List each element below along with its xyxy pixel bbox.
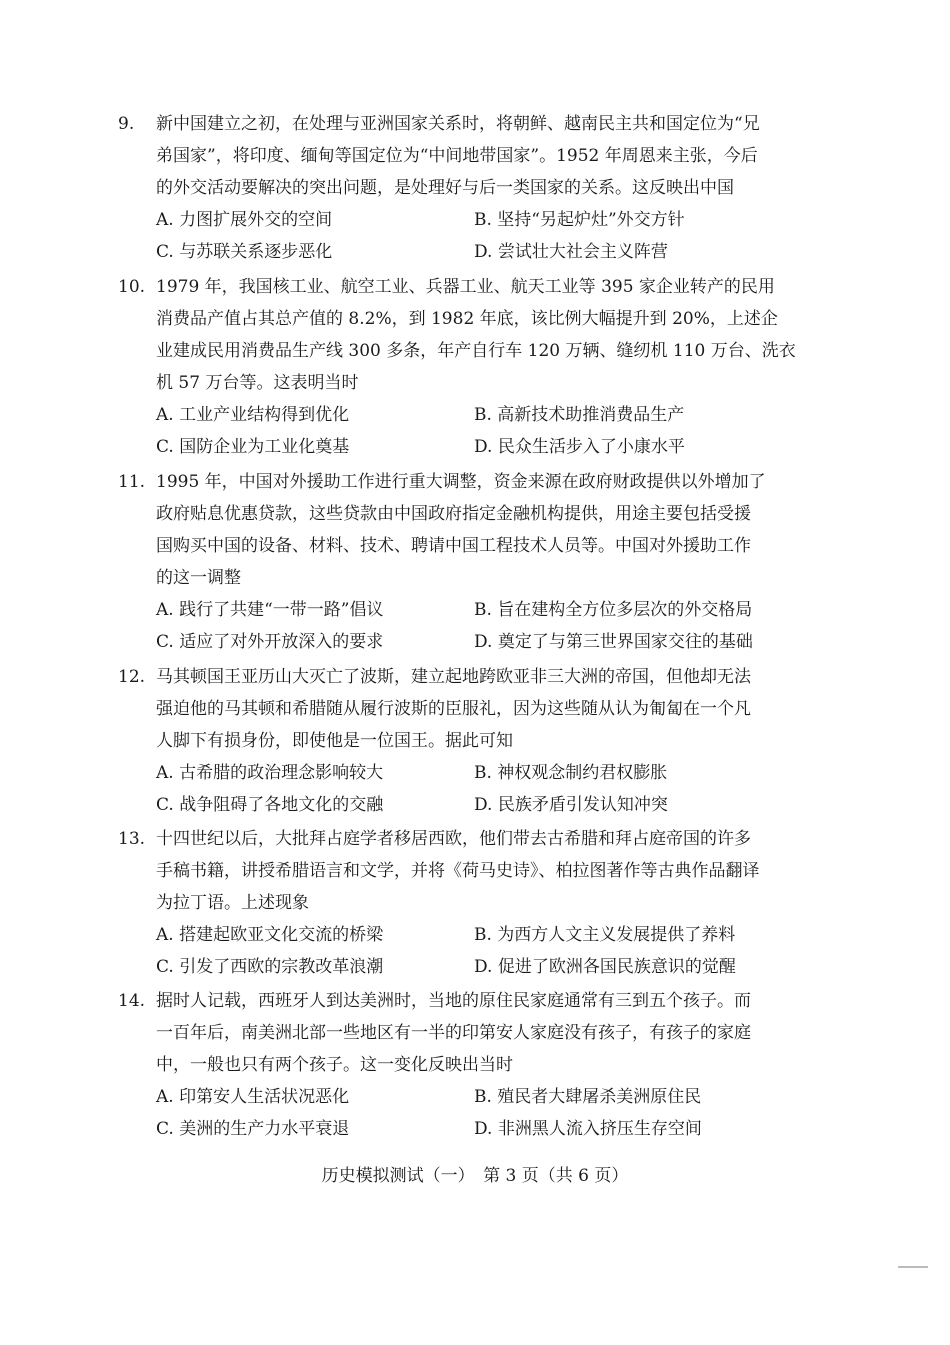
question-line — [118, 725, 818, 757]
options-row — [118, 626, 818, 658]
question-text: 为拉丁语。上述现象 — [156, 893, 309, 913]
option-b: B. 殖民者大肆屠杀美洲原住民 — [474, 1087, 702, 1107]
question-text: 1995 年，中国对外援助工作进行重大调整，资金来源在政府财政提供以外增加了 — [156, 472, 766, 492]
question-line — [118, 562, 818, 594]
options-row — [118, 1081, 818, 1113]
question-number: 10. — [118, 277, 146, 297]
option-c: C. 国防企业为工业化奠基 — [156, 437, 350, 457]
question-text: 一百年后，南美洲北部一些地区有一半的印第安人家庭没有孩子，有孩子的家庭 — [156, 1023, 751, 1043]
question-line — [118, 335, 818, 367]
options-row — [118, 757, 818, 789]
question-number: 14. — [118, 991, 146, 1011]
question-10 — [118, 271, 818, 463]
option-a: A. 工业产业结构得到优化 — [156, 405, 350, 425]
question-9 — [118, 108, 818, 268]
option-c: C. 美洲的生产力水平衰退 — [156, 1119, 350, 1139]
question-number: 9. — [118, 114, 135, 134]
option-a: A. 力图扩展外交的空间 — [156, 210, 333, 230]
question-text: 的这一调整 — [156, 568, 241, 588]
option-b: B. 旨在建构全方位多层次的外交格局 — [474, 600, 753, 620]
option-d: D. 促进了欧洲各国民族意识的觉醒 — [474, 957, 736, 977]
question-11 — [118, 466, 818, 658]
question-text: 强迫他的马其顿和希腊随从履行波斯的臣服礼，因为这些随从认为匍匐在一个凡 — [156, 699, 751, 719]
option-b: B. 坚持“另起炉灶”外交方针 — [474, 210, 685, 230]
question-text: 机 57 万台等。这表明当时 — [156, 373, 359, 393]
question-text: 1979 年，我国核工业、航空工业、兵器工业、航天工业等 395 家企业转产的民用 — [156, 277, 775, 297]
option-c: C. 引发了西欧的宗教改革浪潮 — [156, 957, 384, 977]
option-b: B. 为西方人文主义发展提供了养料 — [474, 925, 736, 945]
question-line — [118, 303, 818, 335]
options-row — [118, 789, 818, 821]
question-text: 新中国建立之初，在处理与亚洲国家关系时，将朝鲜、越南民主共和国定位为“兄 — [156, 114, 760, 134]
question-text: 消费品产值占其总产值的 8.2%，到 1982 年底，该比例大幅提升到 20%，上述企 — [156, 309, 778, 329]
question-line — [118, 1049, 818, 1081]
option-a: A. 搭建起欧亚文化交流的桥梁 — [156, 925, 384, 945]
options-row — [118, 399, 818, 431]
question-line — [118, 693, 818, 725]
option-c: C. 适应了对外开放深入的要求 — [156, 632, 384, 652]
question-line — [118, 661, 818, 693]
scan-mark — [898, 1266, 928, 1268]
question-text: 的外交活动要解决的突出问题，是处理好与后一类国家的关系。这反映出中国 — [156, 178, 734, 198]
question-line — [118, 466, 818, 498]
question-line — [118, 271, 818, 303]
question-line — [118, 823, 818, 855]
options-row — [118, 431, 818, 463]
option-b: B. 神权观念制约君权膨胀 — [474, 763, 668, 783]
question-text: 中，一般也只有两个孩子。这一变化反映出当时 — [156, 1055, 513, 1075]
question-line — [118, 498, 818, 530]
question-line — [118, 887, 818, 919]
options-row — [118, 1113, 818, 1145]
question-text: 马其顿国王亚历山大灭亡了波斯，建立起地跨欧亚非三大洲的帝国，但他却无法 — [156, 667, 751, 687]
question-line — [118, 855, 818, 887]
option-b: B. 高新技术助推消费品生产 — [474, 405, 685, 425]
question-number: 12. — [118, 667, 146, 687]
question-13 — [118, 823, 818, 983]
option-a: A. 践行了共建“一带一路”倡议 — [156, 600, 384, 620]
option-d: D. 民众生活步入了小康水平 — [474, 437, 685, 457]
question-text: 弟国家”，将印度、缅甸等国定位为“中间地带国家”。1952 年周恩来主张，今后 — [156, 146, 758, 166]
options-row — [118, 919, 818, 951]
option-a: A. 古希腊的政治理念影响较大 — [156, 763, 384, 783]
option-d: D. 尝试壮大社会主义阵营 — [474, 242, 668, 262]
question-text: 十四世纪以后，大批拜占庭学者移居西欧，他们带去古希腊和拜占庭帝国的许多 — [156, 829, 751, 849]
question-text: 据时人记载，西班牙人到达美洲时，当地的原住民家庭通常有三到五个孩子。而 — [156, 991, 751, 1011]
options-row — [118, 594, 818, 626]
question-number: 11. — [118, 472, 146, 492]
option-d: D. 民族矛盾引发认知冲突 — [474, 795, 668, 815]
question-line — [118, 172, 818, 204]
question-text: 国购买中国的设备、材料、技术、聘请中国工程技术人员等。中国对外援助工作 — [156, 536, 751, 556]
question-number: 13. — [118, 829, 146, 849]
question-line — [118, 1017, 818, 1049]
question-line — [118, 530, 818, 562]
question-line — [118, 985, 818, 1017]
question-text: 业建成民用消费品生产线 300 多条，年产自行车 120 万辆、缝纫机 110 万台、洗衣 — [156, 341, 796, 361]
question-text: 政府贴息优惠贷款，这些贷款由中国政府指定金融机构提供，用途主要包括受援 — [156, 504, 751, 524]
question-line — [118, 367, 818, 399]
option-d: D. 非洲黑人流入挤压生存空间 — [474, 1119, 702, 1139]
option-a: A. 印第安人生活状况恶化 — [156, 1087, 350, 1107]
question-line — [118, 108, 818, 140]
question-line — [118, 140, 818, 172]
option-d: D. 奠定了与第三世界国家交往的基础 — [474, 632, 753, 652]
options-row — [118, 236, 818, 268]
options-row — [118, 951, 818, 983]
option-c: C. 与苏联关系逐步恶化 — [156, 242, 333, 262]
option-c: C. 战争阻碍了各地文化的交融 — [156, 795, 384, 815]
options-row — [118, 204, 818, 236]
question-text: 人脚下有损身份，即使他是一位国王。据此可知 — [156, 731, 513, 751]
question-12 — [118, 661, 818, 821]
question-text: 手稿书籍，讲授希腊语言和文学，并将《荷马史诗》、柏拉图著作等古典作品翻译 — [156, 861, 760, 881]
question-14 — [118, 985, 818, 1145]
page-footer: 历史模拟测试（一） 第 3 页（共 6 页） — [321, 1166, 629, 1186]
